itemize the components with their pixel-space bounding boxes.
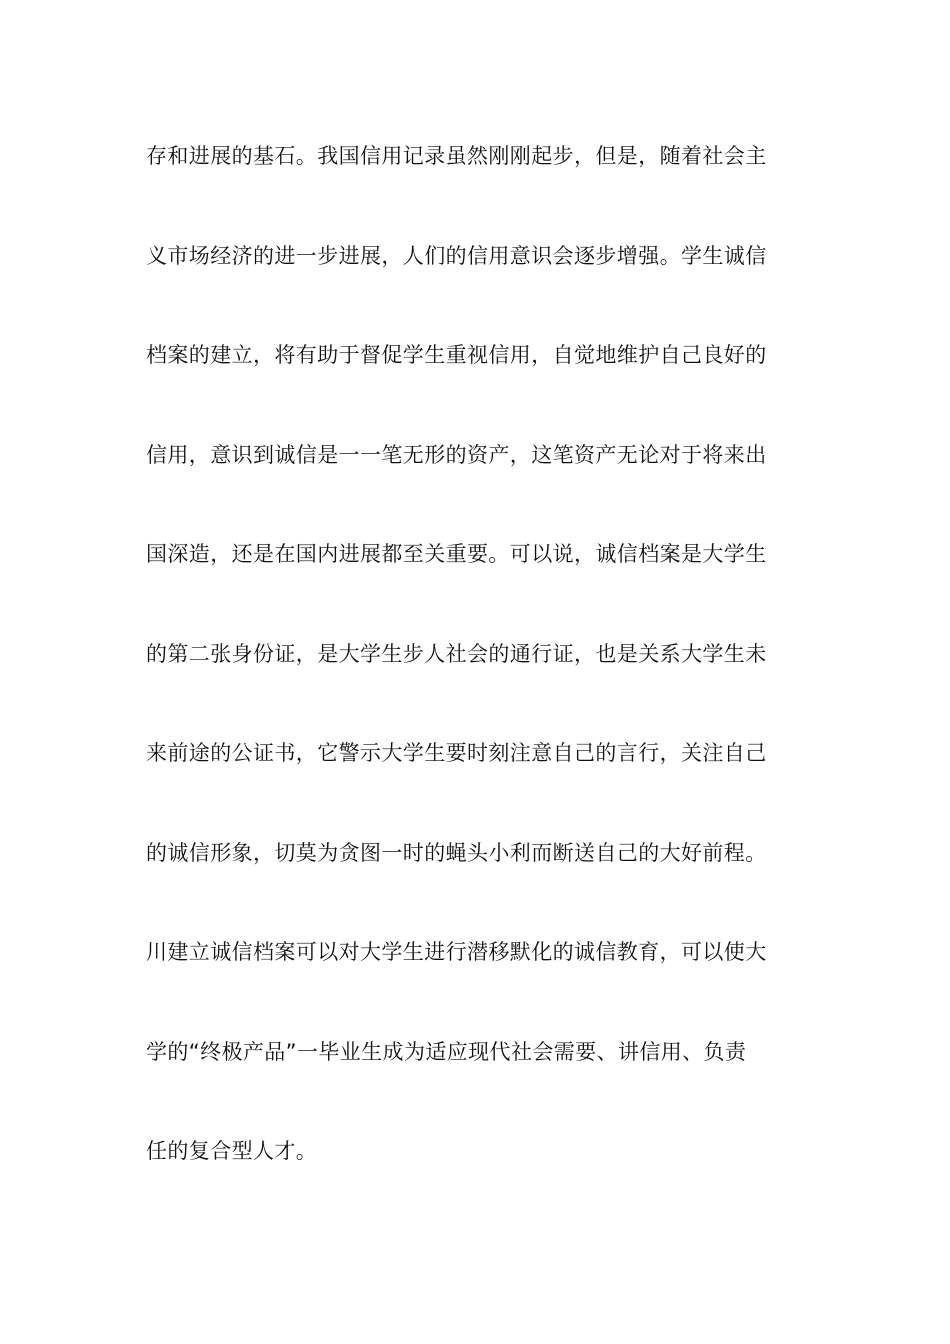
text-line: 义市场经济的进一步进展，人们的信用意识会逐步增强。学生诚信 [146, 243, 767, 268]
text-line: 的诚信形象，切莫为贪图一时的蝇头小利而断送自己的大好前程。 [146, 840, 767, 865]
text-line: 来前途的公证书，它警示大学生要时刻注意自己的言行，关注自己 [146, 741, 767, 765]
text-line: 信用，意识到诚信是一一笔无形的资产，这笔资产无论对于将来出 [146, 442, 767, 467]
text-line: 国深造，还是在国内进展都至关重要。可以说，诚信档案是大学生 [146, 542, 767, 566]
text-line: 的第二张身份证，是大学生步人社会的通行证，也是关系大学生未 [146, 641, 767, 666]
text-line: 学的“终极产品”一毕业生成为适应现代社会需要、讲信用、负责 [146, 1039, 747, 1064]
text-line: 档案的建立，将有助于督促学生重视信用，自觉地维护自己良好的 [146, 343, 767, 367]
text-line: 存和进展的基石。我国信用记录虽然刚刚起步，但是，随着社会主 [146, 144, 767, 168]
text-line: 川建立诚信档案可以对大学生进行潜移默化的诚信教育，可以使大 [146, 940, 767, 964]
text-line: 任的复合型人才。 [146, 1139, 318, 1163]
body-text [146, 130, 808, 1225]
